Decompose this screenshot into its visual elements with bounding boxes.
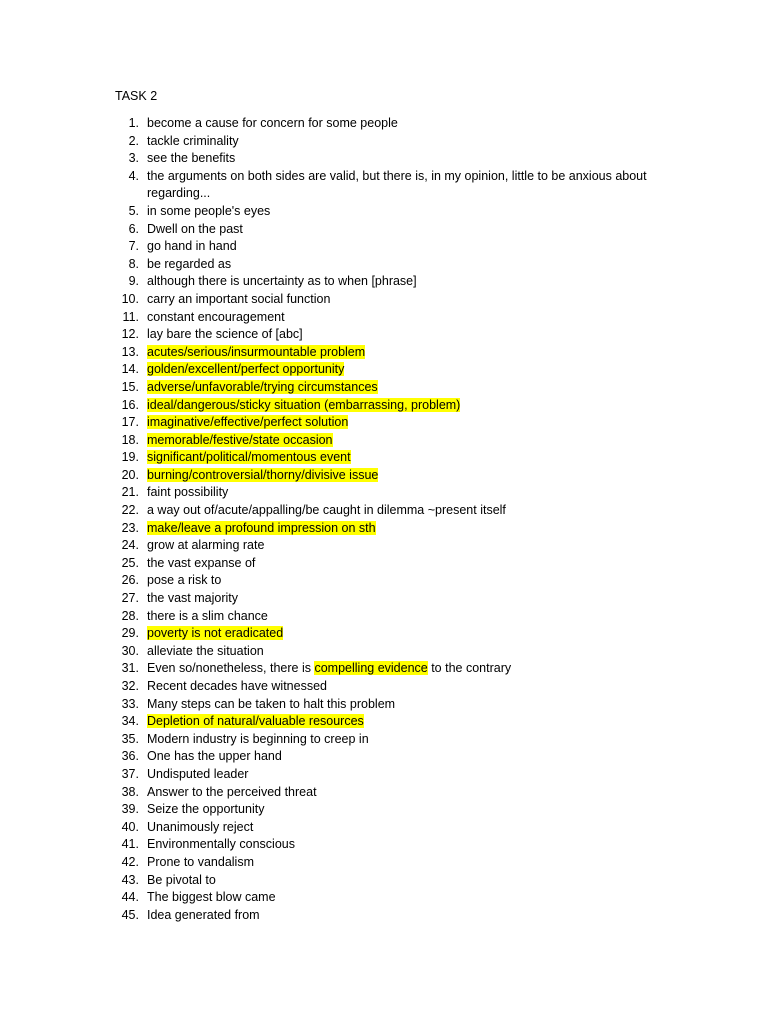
list-item-gap — [139, 520, 147, 538]
list-item-text — [147, 643, 688, 661]
list-item-number: 15. — [121, 379, 139, 394]
phrase-text: Modern industry is beginning to creep in — [147, 731, 369, 746]
list-item-number: 22. — [121, 503, 139, 518]
phrase-text: go hand in hand — [147, 239, 237, 254]
phrase-text: Environmentally conscious — [147, 837, 295, 852]
list-item — [108, 414, 688, 432]
list-item-text — [147, 537, 688, 555]
phrase-text: faint possibility — [147, 485, 229, 500]
phrase-text: Even so/nonetheless, there is — [147, 661, 315, 676]
list-item — [108, 625, 688, 643]
list-item — [108, 361, 688, 379]
list-item-number: 7. — [128, 239, 139, 254]
list-item-text — [147, 731, 688, 749]
list-item-gap — [139, 907, 147, 925]
phrase-text: alleviate the situation — [147, 643, 264, 658]
list-item-gap — [139, 784, 147, 802]
phrase-text: Undisputed leader — [147, 766, 249, 781]
list-item-number: 6. — [128, 221, 139, 236]
highlighted-phrase: memorable/festive/state occasion — [147, 432, 333, 447]
phrase-text: carry an important social function — [147, 291, 331, 306]
list-item-number: 33. — [121, 696, 139, 711]
list-item-number: 29. — [121, 626, 139, 641]
list-item-text — [147, 889, 688, 907]
list-item-number: 17. — [121, 415, 139, 430]
phrase-text: Idea generated from — [147, 907, 260, 922]
list-item-text — [147, 484, 688, 502]
list-item-gap — [139, 590, 147, 608]
list-item-gap — [139, 731, 147, 749]
list-item — [108, 238, 688, 256]
list-item-gap — [139, 150, 147, 168]
list-item-number: 1. — [128, 116, 139, 130]
phrase-text: Be pivotal to — [147, 872, 216, 887]
list-item-number: 20. — [121, 467, 139, 482]
list-item-gap — [139, 625, 147, 643]
list-item-text — [147, 344, 688, 362]
page-title: TASK 2 — [115, 89, 158, 103]
highlighted-phrase: adverse/unfavorable/trying circumstances — [147, 379, 378, 394]
list-item-gap — [139, 696, 147, 714]
phrase-text: Prone to vandalism — [147, 854, 255, 869]
list-item-gap — [139, 643, 147, 661]
list-item — [108, 660, 688, 678]
list-item-number: 39. — [121, 802, 139, 817]
list-item — [108, 502, 688, 520]
list-item-number: 13. — [121, 344, 139, 359]
list-item — [108, 150, 688, 168]
list-item-text — [147, 203, 688, 221]
list-item-gap — [139, 115, 147, 133]
list-item — [108, 449, 688, 467]
list-item — [108, 678, 688, 696]
list-item-number: 14. — [121, 362, 139, 377]
list-item-text — [147, 309, 688, 327]
list-item — [108, 590, 688, 608]
highlighted-phrase: burning/controversial/thorny/divisive issue — [147, 467, 379, 482]
phrase-text: in some people's eyes — [147, 203, 271, 218]
highlighted-phrase: Depletion of natural/valuable resources — [147, 714, 364, 729]
phrase-text: a way out of/acute/appalling/be caught in dilemma ~present itself — [147, 503, 506, 518]
list-item — [108, 537, 688, 555]
list-item-number: 24. — [121, 538, 139, 553]
list-item-text — [147, 361, 688, 379]
list-item-text — [147, 133, 688, 151]
phrase-text: The biggest blow came — [147, 890, 276, 905]
list-item-number: 21. — [121, 485, 139, 500]
list-item-number: 5. — [128, 203, 139, 218]
highlighted-phrase: acutes/serious/insurmountable problem — [147, 344, 366, 359]
list-item-number: 23. — [121, 520, 139, 535]
list-item-gap — [139, 397, 147, 415]
list-item-text — [147, 326, 688, 344]
list-item-text — [147, 449, 688, 467]
list-item-number: 12. — [121, 327, 139, 342]
list-item — [108, 836, 688, 854]
list-item-number: 10. — [121, 291, 139, 306]
highlighted-phrase: golden/excellent/perfect opportunity — [147, 362, 345, 377]
list-item-gap — [139, 256, 147, 274]
list-item-text — [147, 713, 688, 731]
highlighted-phrase: ideal/dangerous/sticky situation (embarrassing, problem) — [147, 397, 461, 412]
list-item-gap — [139, 379, 147, 397]
highlighted-phrase: imaginative/effective/perfect solution — [147, 415, 349, 430]
list-item-number: 2. — [128, 133, 139, 148]
list-item-text — [147, 625, 688, 643]
list-item-text — [147, 168, 688, 203]
list-item-number: 16. — [121, 397, 139, 412]
list-item — [108, 115, 688, 133]
list-item-text — [147, 819, 688, 837]
phrase-text: Seize the opportunity — [147, 802, 265, 817]
list-item-number: 35. — [121, 731, 139, 746]
list-item-text — [147, 572, 688, 590]
list-item — [108, 643, 688, 661]
phrase-text: tackle criminality — [147, 133, 239, 148]
list-item-number: 44. — [121, 890, 139, 905]
list-item-text — [147, 291, 688, 309]
list-item — [108, 801, 688, 819]
list-item-text — [147, 872, 688, 890]
list-item-number: 9. — [128, 274, 139, 289]
phrase-text: there is a slim chance — [147, 608, 268, 623]
list-item — [108, 572, 688, 590]
highlighted-phrase: compelling evidence — [314, 661, 428, 676]
phrase-text: the arguments on both sides are valid, but there is, in my opinion, little to be anxious about regarding... — [147, 168, 647, 201]
list-item-gap — [139, 537, 147, 555]
list-item-number: 11. — [122, 309, 139, 324]
list-item-gap — [139, 203, 147, 221]
list-item-text — [147, 397, 688, 415]
list-item-number: 8. — [128, 256, 139, 271]
list-item-text — [147, 555, 688, 573]
phrase-text: Unanimously reject — [147, 819, 254, 834]
list-item-gap — [139, 801, 147, 819]
list-item-gap — [139, 309, 147, 327]
list-item-text — [147, 590, 688, 608]
highlighted-phrase: significant/political/momentous event — [147, 450, 351, 465]
list-item-text — [147, 150, 688, 168]
list-item-text — [147, 432, 688, 450]
list-item-text — [147, 748, 688, 766]
list-item-gap — [139, 432, 147, 450]
phrase-text: constant encouragement — [147, 309, 285, 324]
list-item-gap — [139, 713, 147, 731]
list-item-number: 43. — [121, 872, 139, 887]
list-item-text — [147, 836, 688, 854]
list-item-text — [147, 256, 688, 274]
list-item-text — [147, 696, 688, 714]
list-item-text — [147, 520, 688, 538]
list-item — [108, 467, 688, 485]
list-item — [108, 520, 688, 538]
list-item — [108, 784, 688, 802]
phrase-text: be regarded as — [147, 256, 232, 271]
phrase-text: the vast expanse of — [147, 555, 256, 570]
phrase-text: although there is uncertainty as to when [phrase] — [147, 274, 417, 289]
list-item-gap — [139, 889, 147, 907]
list-item-gap — [139, 467, 147, 485]
list-item-gap — [139, 361, 147, 379]
list-item — [108, 608, 688, 626]
list-item-text — [147, 273, 688, 291]
list-item-gap — [139, 238, 147, 256]
list-item-text — [147, 854, 688, 872]
list-item — [108, 379, 688, 397]
list-item-gap — [139, 819, 147, 837]
list-item-gap — [139, 484, 147, 502]
list-item-gap — [139, 872, 147, 890]
list-item-number: 32. — [121, 679, 139, 693]
phrase-text: lay bare the science of [abc] — [147, 327, 303, 342]
list-item — [108, 432, 688, 450]
list-item-text — [147, 414, 688, 432]
list-item — [108, 397, 688, 415]
list-item-number: 19. — [121, 450, 139, 465]
list-item — [108, 326, 688, 344]
list-item-gap — [139, 608, 147, 626]
list-item-gap — [139, 414, 147, 432]
phrase-text: the vast majority — [147, 591, 239, 606]
list-item — [108, 291, 688, 309]
list-item-number: 34. — [121, 714, 139, 729]
highlighted-phrase: make/leave a profound impression on sth — [147, 520, 376, 535]
list-item-gap — [139, 854, 147, 872]
list-item-number: 37. — [121, 766, 139, 781]
list-item-number: 28. — [121, 608, 139, 623]
list-item-text — [147, 467, 688, 485]
list-item-number: 26. — [121, 573, 139, 588]
list-item — [108, 854, 688, 872]
list-item — [108, 555, 688, 573]
list-item — [108, 203, 688, 221]
list-item-text — [147, 907, 688, 925]
phrase-text: to the contrary — [427, 661, 512, 676]
list-item — [108, 309, 688, 327]
list-item-text — [147, 678, 688, 696]
phrase-text: Answer to the perceived threat — [147, 784, 317, 799]
phrase-text: become a cause for concern for some people — [147, 116, 398, 130]
list-item-gap — [139, 766, 147, 784]
list-item — [108, 133, 688, 151]
list-item-number: 30. — [121, 643, 139, 658]
phrase-text: Many steps can be taken to halt this problem — [147, 696, 396, 711]
phrase-text: Recent decades have witnessed — [147, 679, 327, 693]
phrase-text: pose a risk to — [147, 573, 222, 588]
list-item-number: 27. — [121, 591, 139, 606]
list-item-gap — [139, 344, 147, 362]
list-item — [108, 731, 688, 749]
list-item-number: 40. — [121, 819, 139, 834]
list-item-text — [147, 379, 688, 397]
list-item-gap — [139, 748, 147, 766]
list-item-text — [147, 766, 688, 784]
highlighted-phrase: poverty is not eradicated — [147, 626, 284, 641]
list-item-text — [147, 784, 688, 802]
list-item-gap — [139, 326, 147, 344]
list-item — [108, 766, 688, 784]
list-item-gap — [139, 572, 147, 590]
list-item-gap — [139, 221, 147, 239]
list-item — [108, 273, 688, 291]
list-item — [108, 872, 688, 890]
list-item-number: 36. — [121, 749, 139, 764]
phrase-text: grow at alarming rate — [147, 538, 265, 553]
list-item-gap — [139, 291, 147, 309]
list-item-gap — [139, 449, 147, 467]
list-item — [108, 889, 688, 907]
list-item — [108, 256, 688, 274]
list-item-text — [147, 238, 688, 256]
list-item — [108, 168, 688, 203]
list-item — [108, 819, 688, 837]
list-item-gap — [139, 502, 147, 520]
list-item-number: 3. — [128, 151, 139, 166]
list-item-text — [147, 115, 688, 133]
list-item-gap — [139, 836, 147, 854]
list-item — [108, 484, 688, 502]
list-item-gap — [139, 273, 147, 291]
list-item — [108, 748, 688, 766]
list-item-text — [147, 221, 688, 239]
list-item-number: 42. — [121, 854, 139, 869]
phrase-text: see the benefits — [147, 151, 236, 166]
list-item-gap — [139, 168, 147, 203]
list-item-number: 45. — [121, 907, 139, 922]
list-item-gap — [139, 678, 147, 696]
phrase-text: Dwell on the past — [147, 221, 243, 236]
list-item — [108, 344, 688, 362]
list-item-text — [147, 502, 688, 520]
list-item-gap — [139, 555, 147, 573]
list-item-gap — [139, 660, 147, 678]
list-item-number: 41. — [121, 837, 139, 852]
list-item — [108, 221, 688, 239]
list-item — [108, 713, 688, 731]
list-item-number: 4. — [128, 168, 139, 183]
list-item — [108, 907, 688, 925]
list-item-text — [147, 608, 688, 626]
list-item — [108, 696, 688, 714]
list-item-gap — [139, 133, 147, 151]
list-item-text — [147, 660, 688, 678]
list-item-text — [147, 801, 688, 819]
phrase-text: One has the upper hand — [147, 749, 282, 764]
phrase-list — [108, 115, 688, 924]
list-item-number: 31. — [121, 661, 139, 676]
list-item-number: 38. — [121, 784, 139, 799]
list-item-number: 18. — [121, 432, 139, 447]
list-item-number: 25. — [121, 555, 139, 570]
